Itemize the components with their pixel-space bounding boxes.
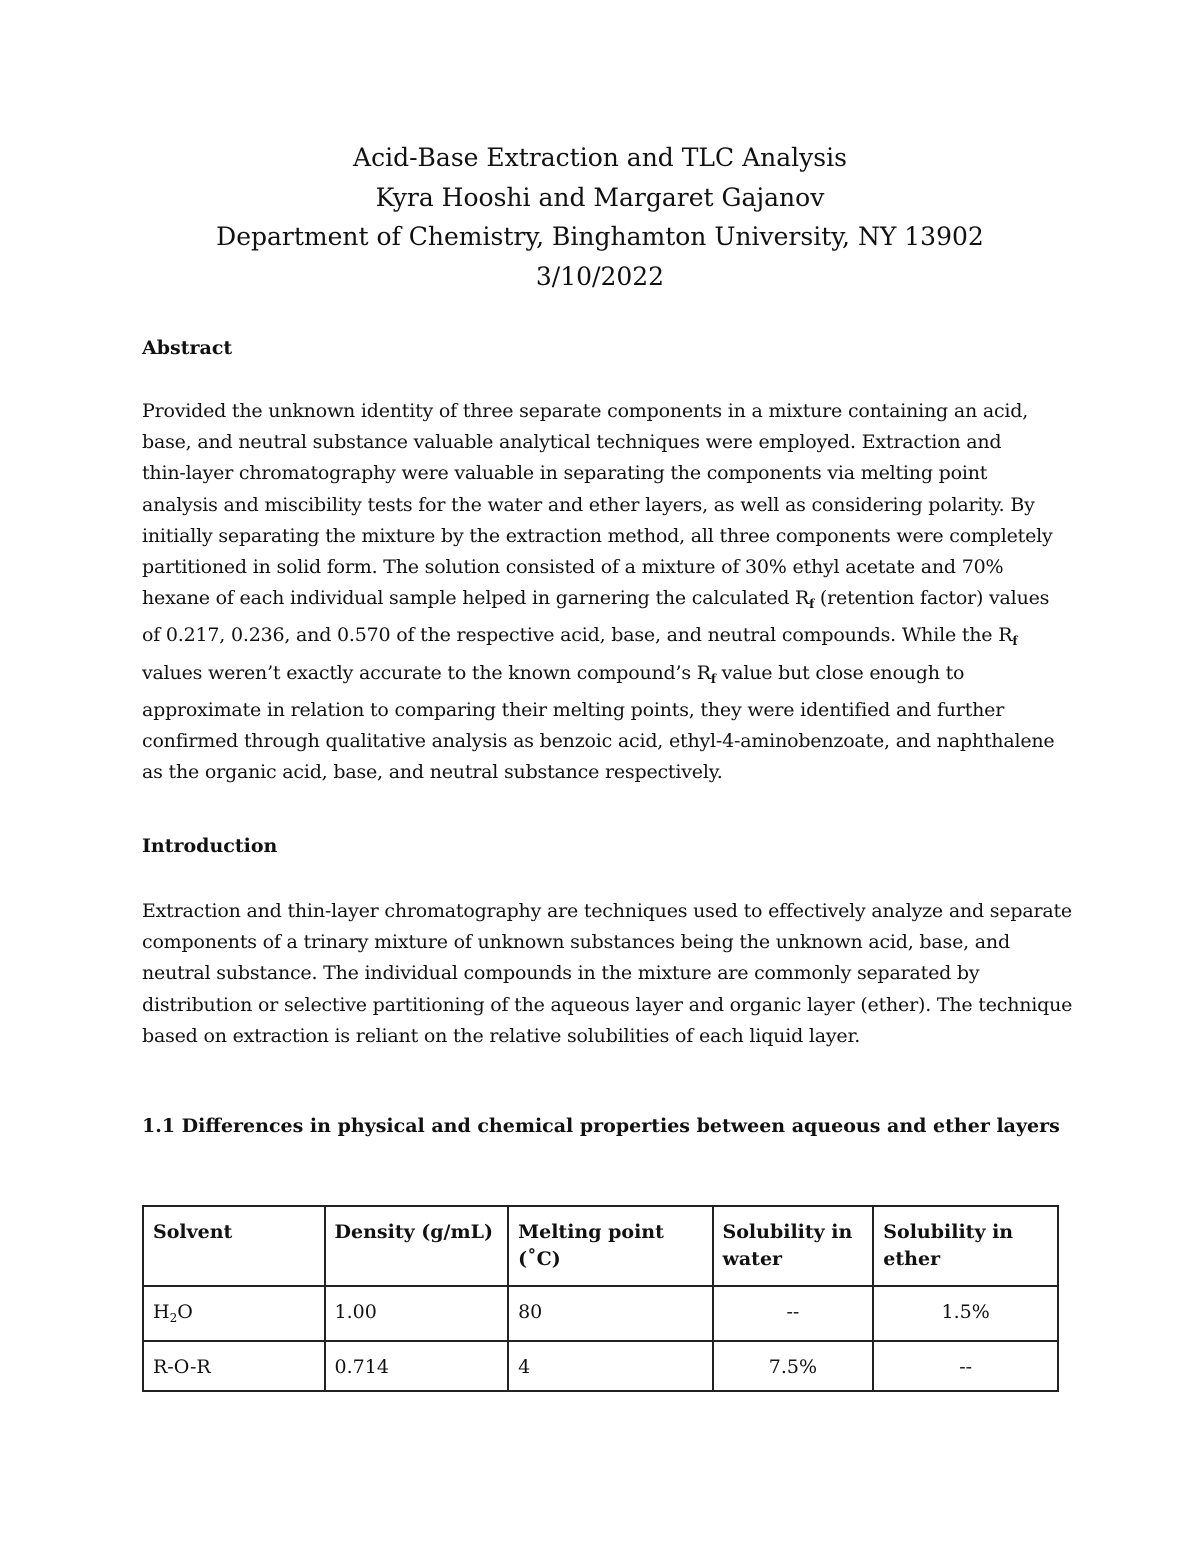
header-solubility-ether: Solubility in ether	[873, 1206, 1058, 1286]
abstract-line: analysis and miscibility tests for the water and ether layers, as well as considering polarity. By	[142, 493, 1035, 516]
abstract-line: thin-layer chromatography were valuable in separating the components via melting point	[142, 462, 988, 485]
abstract-text: value but close enough to	[715, 661, 965, 684]
abstract-line: initially separating the mixture by the extraction method, all three components were completely	[142, 524, 1053, 547]
solvent-text: H	[153, 1301, 170, 1323]
paper-date: 3/10/2022	[535, 261, 665, 291]
subscript: 2	[169, 1311, 178, 1325]
introduction-line: Extraction and thin-layer chromatography are techniques used to effectively analyze and separate	[142, 900, 1072, 922]
table-header-row	[143, 1206, 1058, 1286]
rf-subscript: f	[710, 671, 716, 686]
paper-title: Acid-Base Extraction and TLC Analysis	[353, 143, 847, 172]
abstract-line: Provided the unknown identity of three separate components in a mixture containing an acid,	[142, 400, 1029, 422]
introduction-line: components of a trinary mixture of unknown substances being the unknown acid, base, and	[142, 931, 1010, 954]
cell-solubility-ether: --	[873, 1341, 1058, 1391]
paper-affiliation: Department of Chemistry, Binghamton University, NY 13902	[216, 222, 984, 251]
cell-solvent	[143, 1286, 325, 1341]
abstract-heading: Abstract	[142, 337, 233, 359]
abstract-text: (retention factor) values	[814, 587, 1050, 610]
cell-solubility-water: 7.5%	[713, 1341, 874, 1391]
header-solubility-water: Solubility in water	[713, 1206, 874, 1286]
header-melting-point: Melting point (˚C)	[508, 1206, 712, 1286]
abstract-text: hexane of each individual sample helped in garnering the calculated R	[142, 587, 810, 610]
title-block	[0, 138, 1200, 296]
cell-solvent: R-O-R	[143, 1341, 325, 1391]
abstract-line: approximate in relation to comparing their melting points, they were identified and further	[142, 698, 1005, 721]
rf-subscript: f	[809, 597, 815, 612]
solvent-text: O	[177, 1301, 193, 1323]
abstract-text: values weren’t exactly accurate to the known compound’s R	[142, 661, 711, 684]
abstract-text: of 0.217, 0.236, and 0.570 of the respective acid, base, and neutral compounds. While the R	[142, 624, 1013, 647]
abstract-paragraph	[142, 396, 1072, 788]
abstract-line: confirmed through qualitative analysis as benzoic acid, ethyl-4-aminobenzoate, and naphthalene	[142, 730, 1055, 753]
introduction-paragraph	[142, 896, 1072, 1052]
introduction-heading: Introduction	[142, 835, 278, 857]
cell-density: 1.00	[325, 1286, 509, 1341]
cell-melting-point: 80	[508, 1286, 712, 1341]
solvent-properties-table	[142, 1205, 1059, 1392]
cell-melting-point: 4	[508, 1341, 712, 1391]
section-1-1-heading: 1.1 Differences in physical and chemical properties between aqueous and ether layers	[142, 1115, 1060, 1137]
abstract-line	[142, 620, 1072, 657]
abstract-line	[142, 658, 1072, 695]
introduction-line: distribution or selective partitioning of the aqueous layer and organic layer (ether). The technique	[142, 993, 1073, 1016]
table-row	[143, 1286, 1058, 1341]
paper-authors: Kyra Hooshi and Margaret Gajanov	[375, 182, 825, 212]
introduction-line: neutral substance. The individual compounds in the mixture are commonly separated by	[142, 962, 980, 985]
rf-subscript: f	[1012, 634, 1018, 649]
introduction-line: based on extraction is reliant on the relative solubilities of each liquid layer.	[142, 1024, 861, 1047]
abstract-line	[142, 583, 1072, 620]
header-solvent: Solvent	[143, 1206, 325, 1286]
abstract-line: as the organic acid, base, and neutral substance respectively.	[142, 761, 723, 784]
cell-solubility-ether: 1.5%	[873, 1286, 1058, 1341]
cell-density: 0.714	[325, 1341, 509, 1391]
table-row	[143, 1341, 1058, 1391]
abstract-line: base, and neutral substance valuable analytical techniques were employed. Extraction and	[142, 431, 1002, 454]
header-density: Density (g/mL)	[325, 1206, 509, 1286]
cell-solubility-water: --	[713, 1286, 874, 1341]
abstract-line: partitioned in solid form. The solution consisted of a mixture of 30% ethyl acetate and 70%	[142, 556, 1004, 579]
